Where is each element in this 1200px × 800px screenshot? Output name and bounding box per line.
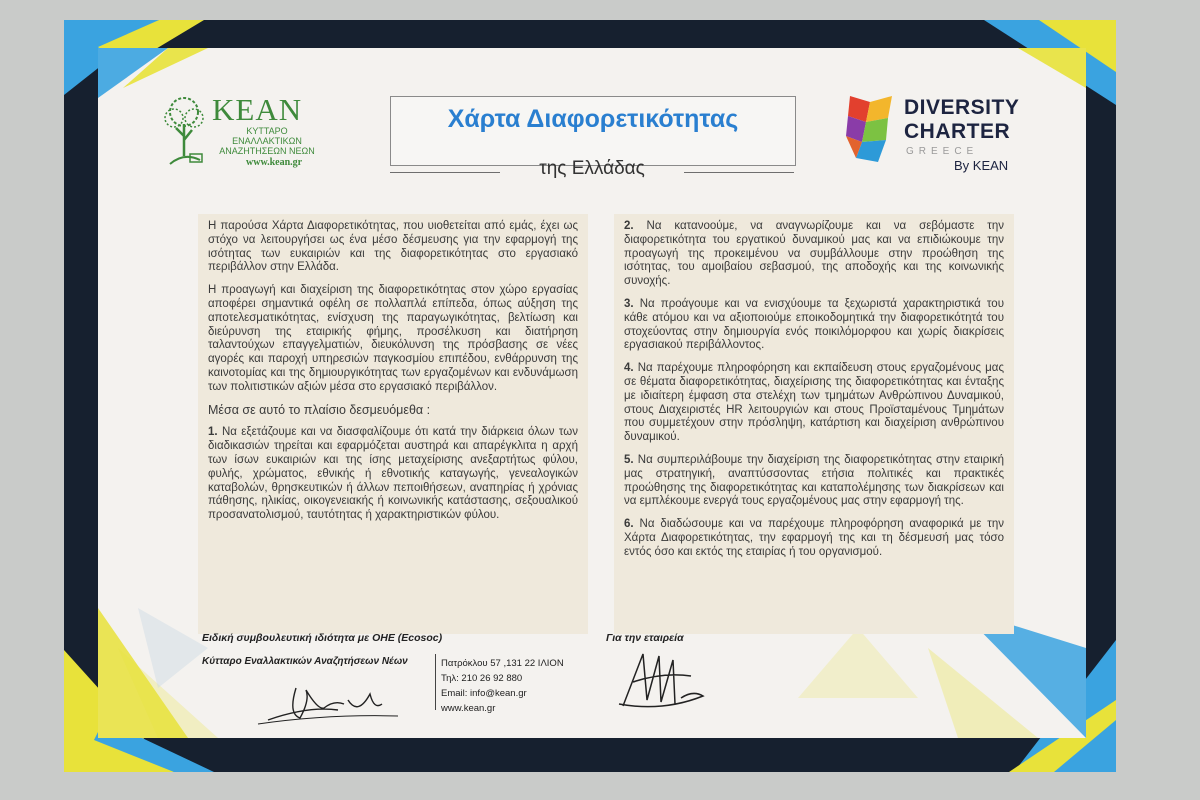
intro-paragraph-2: Η προαγωγή και διαχείριση της διαφορετικότητας στον χώρο εργασίας αποφέρει σημαντικά οφέλη σε πολλαπλά επίπεδα, όπως αύξηση της αποτελεσματικότητας, ενίσχυση της παραγωγικότητας, βελτίωση και διεύρυνση της εταιρικής φήμης, προσέλκυση και διατήρηση ταλαντούχων επαγγελματιών, διευκόλυνση της πρόσβασης σε νέες αγορές και παροχή υπηρεσιών παγκοσμίου επιπέδου, ενθάρρυνση της καινοτομίας και της δημιουργικότητας των εργαζομένων και ενδυνάμωση των πολιτιστικών αξιών μέσα στο εργασιακό περιβάλλον.	[208, 284, 578, 393]
kean-signature	[248, 670, 428, 730]
charter-subtitle: της Ελλάδας	[539, 158, 645, 179]
item-number: 1.	[208, 426, 218, 439]
footer-divider	[435, 654, 436, 710]
greece-text: GREECE	[906, 146, 979, 157]
item-text: Να συμπεριλάβουμε την διαχείριση της διαφορετικότητας στην εταιρική μας στρατηγική, αναπτύσσοντας ετήσια πολιτικές και πρακτικές προώθησης της διαφορετικότητας και καταπολέμησης των διακρίσεων και να εμπλέκουμε ενεργά τους εργαζομένους μας στην εφαρμογή της.	[624, 453, 1004, 508]
website: www.kean.gr	[441, 703, 496, 714]
commitment-item-6	[624, 518, 1004, 559]
right-column	[614, 214, 1014, 634]
kean-website: www.kean.gr	[246, 157, 303, 168]
item-number: 3.	[624, 297, 634, 310]
email: Email: info@kean.gr	[441, 688, 527, 699]
item-number: 5.	[624, 453, 634, 466]
item-text: Να διαδώσουμε και να παρέχουμε πληροφόρηση αναφορικά με την Χάρτα Διαφορετικότητας, την εφαρμογή της και τη δέσμευσή μας τόσο εντός όσο και εκτός της εταιρίας ή του οργανισμού.	[624, 518, 1004, 558]
commitment-item-4	[624, 362, 1004, 445]
item-text: Να παρέχουμε πληροφόρηση και εκπαίδευση στους εργαζομένους μας σε θέματα διαφορετικότητας, διαχείρισης της διαφορετικότητας και ένταξης με ιδιαίτερη έμφαση στα στελέχη των τμημάτων Ανθρώπινου Δυναμικού, στους Διαχειριστές HR λειτουργιών και στους Προϊσταμένους Τμημάτων που συμμετέχουν στην πρόσληψη, κατάρτιση και διαχείριση ανθρώπινου δυναμικού.	[624, 362, 1004, 444]
company-signature	[603, 642, 713, 720]
item-text: Να κατανοούμε, να αναγνωρίζουμε και να σεβόμαστε την διαφορετικότητα του εργατικού δυναμικού μας και να επιδιώκουμε την προαγωγή της προκειμένου να συμβάλλουμε στην προώθηση της ισότητας, του αμοιβαίου σεβασμού, της αποδοχής και της κοινωνικής συνοχής.	[624, 220, 1004, 288]
kean-title: KEAN	[212, 92, 303, 127]
address: Πατρόκλου 57 ,131 22 ΙΛΙΟΝ	[441, 658, 564, 669]
item-text: Να προάγουμε και να ενισχύουμε τα ξεχωριστά χαρακτηριστικά του κάθε ατόμου και να αξιοποιούμε εποικοδομητικά την διαφορετικότητά του στοχεύοντας στην δημιουργία ενός ποικιλόμορφου και χωρίς διακρίσεις εργασιακού περιβάλλοντος.	[624, 297, 1004, 352]
commitment-item-3	[624, 298, 1004, 353]
intro-paragraph-1: Η παρούσα Χάρτα Διαφορετικότητας, που υιοθετείται από εμάς, έχει ως στόχο να λειτουργήσει ως ένα μέσο δέσμευσης για την εφαρμογή της ισότητας των ευκαιριών και της διαφορετικότητας στο εργασιακό περιβάλλον στην Ελλάδα.	[208, 220, 578, 274]
ecosoc-status: Ειδική συμβουλευτική ιδιότητα με ΟΗΕ (Ecosoc)	[202, 632, 443, 644]
title-box	[390, 96, 796, 166]
item-number: 2.	[624, 220, 634, 232]
commitment-item-1	[208, 426, 578, 523]
commitment-item-2	[624, 220, 1004, 289]
item-number: 6.	[624, 518, 634, 531]
by-kean-text: By KEAN	[954, 158, 1009, 173]
kean-subtitle: ΚΥΤΤΑΡΟ ΕΝΑΛΛΑΚΤΙΚΩΝ ΑΝΑΖΗΤΗΣΕΩΝ ΝΕΩΝ	[219, 126, 315, 156]
company-signature-label: Για την εταιρεία	[606, 632, 684, 644]
diversity-mark-icon	[844, 92, 902, 170]
left-column	[198, 214, 588, 634]
diversity-text: DIVERSITY	[904, 96, 1020, 119]
organization-name: Κύτταρο Εναλλακτικών Αναζητήσεων Νέων	[202, 656, 408, 667]
charter-text: CHARTER	[904, 120, 1011, 143]
contact-details	[441, 656, 564, 716]
charter-title: Χάρτα Διαφορετικότητας	[447, 105, 739, 133]
kean-logo	[160, 92, 320, 182]
commitment-item-5	[624, 454, 1004, 509]
phone: Τηλ: 210 26 92 880	[441, 673, 523, 684]
item-text: Να εξετάζουμε και να διασφαλίζουμε ότι κατά την διάρκεια όλων των διαδικασιών τηρείται και εφαρμόζεται αυστηρά και απαρέγκλιτα η αρχή των ίσων ευκαιριών και της ίσης μεταχείρισης ανεξαρτήτως φύλου, φυλής, χρώματος, εθνικής ή εθνοτικής καταγωγής, γενεαλογικών καταβολών, θρησκευτικών ή άλλων πεποιθήσεων, αναπηρίας ή χρόνιας πάθησης, ηλικίας, οικογενειακής ή κοινωνικής κατάστασης, σεξουαλικού προσανατολισμού, ταυτότητας ή χαρακτηριστικών φύλου.	[208, 426, 578, 522]
charter-document	[98, 48, 1086, 738]
item-number: 4.	[624, 362, 634, 375]
tree-icon	[160, 94, 208, 172]
diversity-charter-logo	[844, 92, 1034, 182]
commitment-heading: Μέσα σε αυτό το πλαίσιο δεσμευόμεθα :	[208, 402, 431, 417]
